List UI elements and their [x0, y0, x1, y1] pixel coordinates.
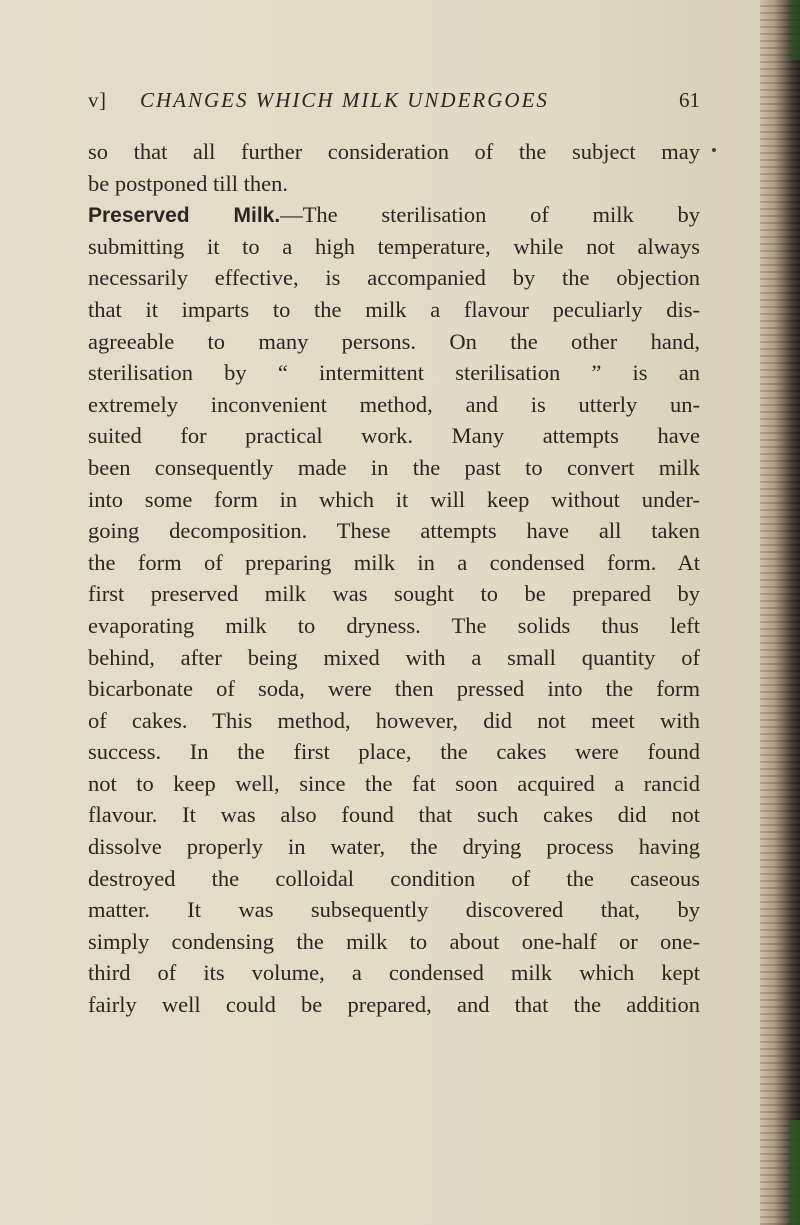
- text-line: behind, after being mixed with a small quantity of: [88, 644, 700, 670]
- text-line: bicarbonate of soda, were then pressed into the form: [88, 676, 700, 702]
- text-line: suited for practical work. Many attempts have: [88, 423, 700, 449]
- text-line: destroyed the colloidal condition of the caseous: [88, 865, 700, 891]
- text-line: third of its volume, a condensed milk which kept: [88, 960, 700, 986]
- text-line: so that all further consideration of the subject may: [88, 139, 700, 164]
- text-line: of cakes. This method, however, did not meet with: [88, 707, 700, 733]
- text-line: going decomposition. These attempts have all taken: [88, 518, 700, 544]
- edge-band: [790, 0, 800, 60]
- body-paragraph: [88, 136, 700, 1021]
- page-edge-shadow: [760, 0, 800, 1225]
- text-line: simply condensing the milk to about one-half or one-: [88, 928, 700, 954]
- text-line: [88, 199, 700, 231]
- text-line: fairly well could be prepared, and that the addition: [88, 992, 700, 1018]
- text-fragment: —The sterilisation of milk by: [280, 202, 700, 228]
- text-line: sterilisation by “ intermittent sterilisation ” is an: [88, 360, 700, 386]
- text-line: necessarily effective, is accompanied by the objection: [88, 265, 700, 291]
- text-line: be postponed till then.: [88, 170, 288, 196]
- text-line: been consequently made in the past to convert milk: [88, 454, 700, 480]
- text-line: into some form in which it will keep without under-: [88, 486, 700, 512]
- text-line: submitting it to a high temperature, while not always: [88, 233, 700, 259]
- margin-mark: [712, 148, 716, 152]
- chapter-number: v]: [88, 88, 107, 112]
- text-line: flavour. It was also found that such cakes did not: [88, 802, 700, 828]
- text-line: evaporating milk to dryness. The solids thus left: [88, 612, 700, 638]
- text-line: the form of preparing milk in a condensed form. At: [88, 549, 700, 575]
- text-line: that it imparts to the milk a flavour peculiarly dis-: [88, 296, 700, 322]
- text-line: matter. It was subsequently discovered that, by: [88, 897, 700, 923]
- page-number: 61: [679, 88, 700, 112]
- running-header: [88, 88, 700, 118]
- text-line: success. In the first place, the cakes were found: [88, 739, 700, 765]
- text-line: dissolve properly in water, the drying process having: [88, 834, 700, 860]
- running-title: CHANGES WHICH MILK UNDERGOES: [140, 88, 549, 112]
- edge-band: [790, 1120, 800, 1225]
- text-line: not to keep well, since the fat soon acquired a rancid: [88, 770, 700, 796]
- text-line: agreeable to many persons. On the other hand,: [88, 328, 700, 354]
- section-heading: Preserved Milk.: [88, 204, 281, 228]
- text-line: first preserved milk was sought to be prepared by: [88, 581, 700, 607]
- text-line: extremely inconvenient method, and is utterly un-: [88, 391, 700, 417]
